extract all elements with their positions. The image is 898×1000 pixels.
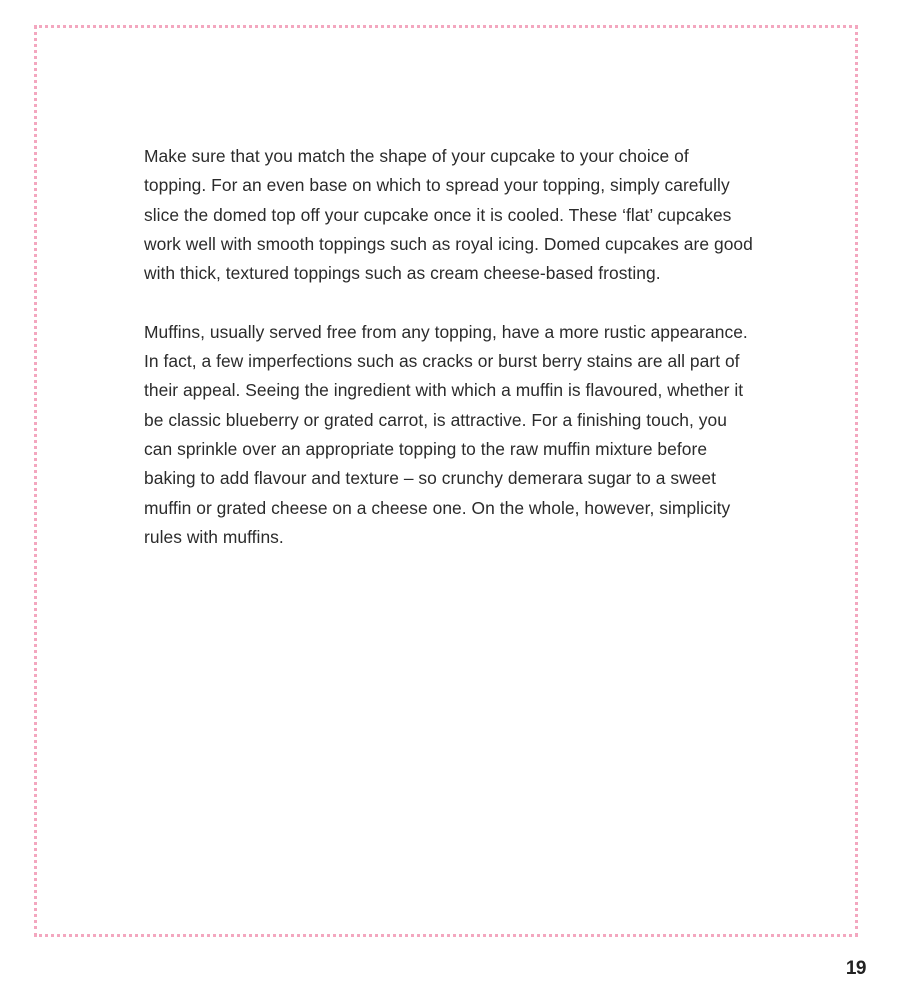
page-number: 19 xyxy=(845,958,866,979)
paragraph-muffins: Muffins, usually served free from any topping, have a more rustic appearance. In fact, a few imperfections such as cracks or burst berry stains are all part of their appeal. Seeing the ingredient with which a muffin is flavoured, whether it be classic blueberry or grated carrot, is attractive. For a finishing touch, you can sprinkle over an appropriate topping to the raw muffin mixture before baking to add flavour and texture – so crunchy demerara sugar to a sweet muffin or grated cheese on a cheese one. On the whole, however, simplicity rules with muffins. xyxy=(144,321,748,547)
paragraph-cupcake-shape: Make sure that you match the shape of your cupcake to your choice of topping. For an even base on which to spread your topping, simply carefully slice the domed top off your cupcake once it is cooled. These ‘flat’ cupcakes work well with smooth toppings such as royal icing. Domed cupcakes are good with thick, textured toppings such as cream cheese-based frosting. xyxy=(144,146,753,284)
body-text xyxy=(144,142,754,581)
